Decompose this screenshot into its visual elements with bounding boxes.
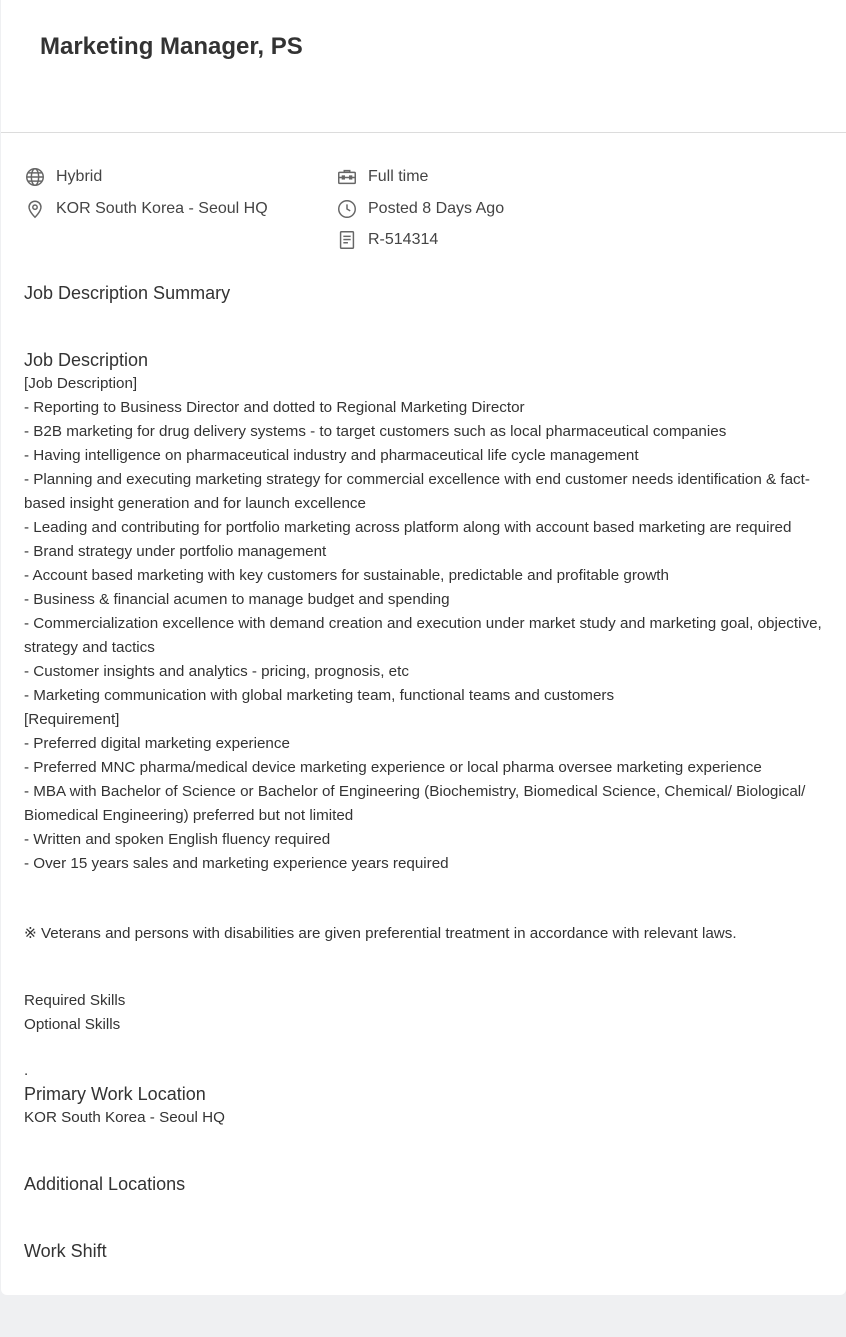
description-body <box>24 372 824 876</box>
optional-skills: Optional Skills <box>24 1016 121 1033</box>
veterans-note: ※ Veterans and persons with disabilities are given preferential treatment in accordance with relevant laws. <box>24 925 737 942</box>
description-line: - Marketing communication with global marketing team, functional teams and customers <box>24 687 615 704</box>
job-header <box>1 0 846 133</box>
posted-label: Posted 8 Days Ago <box>368 200 505 217</box>
description-line: - Account based marketing with key customers for sustainable, predictable and profitable growth <box>24 567 669 584</box>
description-line: - Business & financial acumen to manage budget and spending <box>24 591 450 608</box>
description-heading: Job Description <box>24 350 149 370</box>
primary-location-heading: Primary Work Location <box>24 1084 206 1104</box>
job-posting-card <box>1 0 846 1295</box>
description-line: - B2B marketing for drug delivery systems - to target customers such as local pharmaceutical companies <box>24 423 727 440</box>
description-line: - MBA with Bachelor of Science or Bachelor of Engineering (Biochemistry, Biomedical Science, Chemical/ Biological/ Biomedical Engineering) preferred but not limited <box>24 783 806 824</box>
required-skills: Required Skills <box>24 992 126 1009</box>
briefcase-icon <box>336 166 358 188</box>
document-icon <box>336 229 358 251</box>
description-line: [Job Description] <box>24 375 138 392</box>
work-mode-label: Hybrid <box>56 168 103 185</box>
description-line: [Requirement] <box>24 711 120 728</box>
requisition-id: R-514314 <box>368 231 439 248</box>
work-shift-heading: Work Shift <box>24 1241 107 1261</box>
summary-heading: Job Description Summary <box>24 283 231 303</box>
description-line: - Planning and executing marketing strategy for commercial excellence with end customer needs identification & fact-based insight generation and for launch excellence <box>24 471 810 512</box>
description-line: - Written and spoken English fluency required <box>24 831 331 848</box>
description-line: - Preferred digital marketing experience <box>24 735 290 752</box>
description-line: - Reporting to Business Director and dotted to Regional Marketing Director <box>24 399 525 416</box>
description-line: - Preferred MNC pharma/medical device marketing experience or local pharma oversee marketing experience <box>24 759 762 776</box>
description-line: - Customer insights and analytics - pricing, prognosis, etc <box>24 663 409 680</box>
description-line: - Having intelligence on pharmaceutical industry and pharmaceutical life cycle management <box>24 447 639 464</box>
location-label: KOR South Korea - Seoul HQ <box>56 200 268 217</box>
additional-locations-heading: Additional Locations <box>24 1174 186 1194</box>
employment-type-label: Full time <box>368 168 429 185</box>
description-line: - Brand strategy under portfolio management <box>24 543 327 560</box>
description-line: - Leading and contributing for portfolio marketing across platform along with account based marketing are required <box>24 519 792 536</box>
primary-location-value: KOR South Korea - Seoul HQ <box>24 1109 225 1126</box>
map-pin-icon <box>24 198 46 220</box>
description-line: - Commercialization excellence with demand creation and execution under market study and marketing goal, objective, strategy and tactics <box>24 615 822 656</box>
description-line: - Over 15 years sales and marketing experience years required <box>24 855 449 872</box>
job-title: Marketing Manager, PS <box>40 33 303 60</box>
separator-dot: . <box>24 1062 29 1079</box>
globe-icon <box>24 166 46 188</box>
clock-icon <box>336 198 358 220</box>
